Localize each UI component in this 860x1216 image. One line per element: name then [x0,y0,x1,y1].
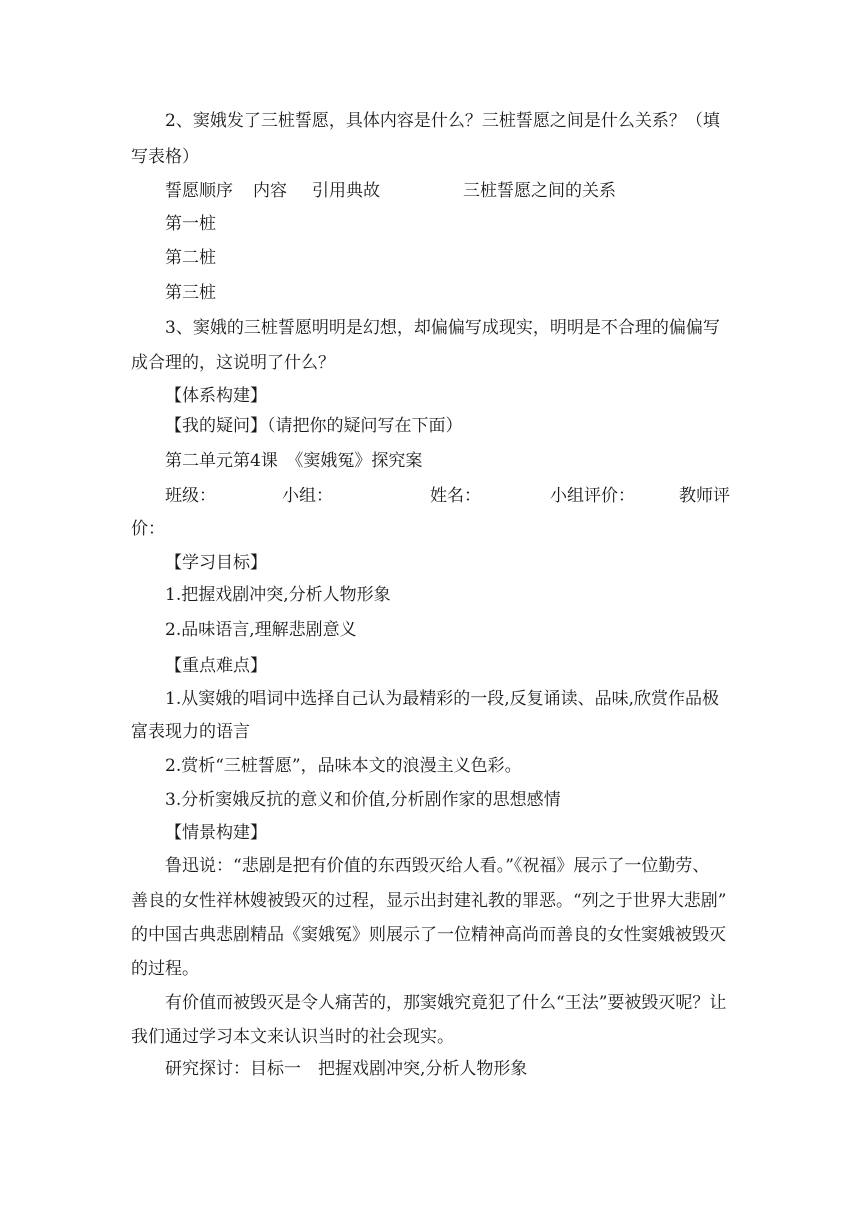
learning-goal-item: 2.品味语言,理解悲剧意义 [165,620,357,640]
header-order: 誓愿顺序 [165,181,233,201]
key-point-1-line-1: 1.从窦娥的唱词中选择自己认为最精彩的一段,反复诵读、品味,欣赏作品极 [165,689,720,709]
system-build-heading: 【体系构建】 [165,386,267,406]
teacher-eval-label-continued: 价： [131,519,165,539]
scene-heading: 【情景构建】 [165,823,267,843]
table-row-second: 第二桩 [165,248,216,268]
scene-paragraph-2-line: 我们通过学习本文来认识当时的社会现实。 [131,1027,454,1047]
my-question-heading: 【我的疑问】（请把你的疑问写在下面） [165,416,463,436]
teacher-eval-label: 教师评 [679,486,730,506]
scene-paragraph-1-line: 的中国古典悲剧精品《窦娥冤》则展示了一位精神高尚而善良的女性窦娥被毁灭 [131,925,726,945]
scene-paragraph-2-line: 有价值而被毁灭是令人痛苦的，那窦娥究竟犯了什么“王法”要被毁灭呢？让 [165,993,727,1013]
class-label: 班级： [165,486,216,506]
header-content: 内容 [253,181,287,201]
name-label: 姓名： [430,486,481,506]
group-label: 小组： [282,486,333,506]
table-row-third: 第三桩 [165,283,216,303]
table-row-first: 第一桩 [165,214,216,234]
scene-paragraph-1-line: 善良的女性祥林嫂被毁灭的过程，显示出封建礼教的罪恶。“列之于世界大悲剧” [131,891,727,911]
learning-goals-heading: 【学习目标】 [165,553,267,573]
key-point-1-line-2: 富表现力的语言 [131,722,250,742]
key-points-heading: 【重点难点】 [165,656,267,676]
learning-goal-item: 1.把握戏剧冲突,分析人物形象 [165,585,391,605]
scene-paragraph-1-line: 鲁迅说：“悲剧是把有价值的东西毁灭给人看。”《祝福》展示了一位勤劳、 [165,856,710,876]
key-point-3: 3.分析窦娥反抗的意义和价值,分析剧作家的思想感情 [165,790,561,810]
question-2-line-2: 写表格） [131,147,199,167]
header-allusion: 引用典故 [312,181,380,201]
research-heading: 研究探讨：目标一 把握戏剧冲突,分析人物形象 [165,1059,528,1079]
group-eval-label: 小组评价： [550,486,635,506]
scene-paragraph-1-line: 的过程。 [131,959,199,979]
header-relation: 三桩誓愿之间的关系 [463,181,616,201]
lesson-title: 第二单元第4课 《窦娥冤》探究案 [165,451,423,471]
question-3-line-1: 3、窦娥的三桩誓愿明明是幻想，却偏偏写成现实，明明是不合理的偏偏写 [165,318,720,338]
key-point-2: 2.赏析“三桩誓愿”，品味本文的浪漫主义色彩。 [165,756,522,776]
question-2-line-1: 2、窦娥发了三桩誓愿，具体内容是什么？三桩誓愿之间是什么关系？（填 [165,111,720,131]
question-3-line-2: 成合理的，这说明了什么？ [131,353,335,373]
